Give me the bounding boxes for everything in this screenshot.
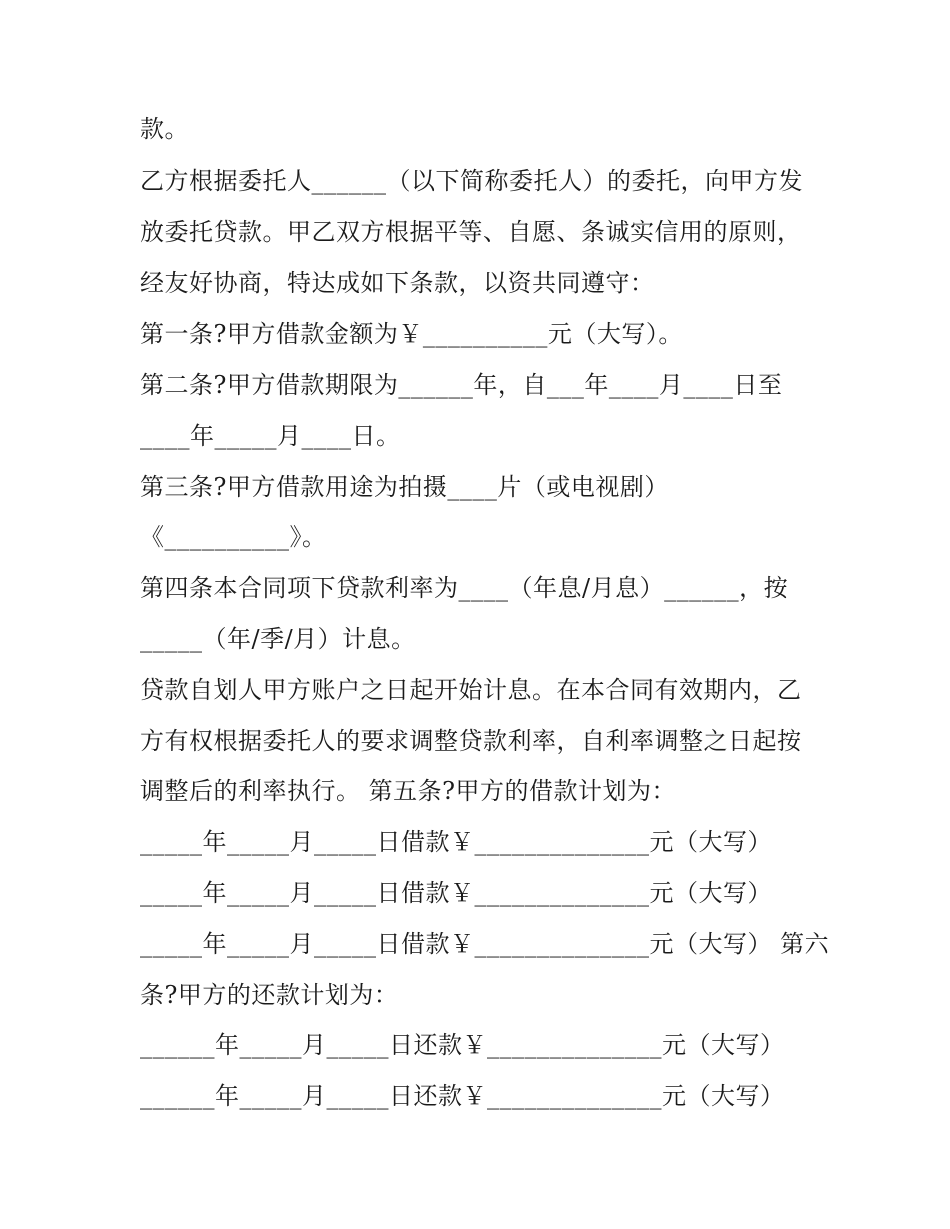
article-6-line: 条?甲方的还款计划为： — [140, 981, 399, 1009]
article-1-line: 第一条?甲方借款金额为￥__________元（大写）。 — [140, 320, 683, 348]
text-line: 方有权根据委托人的要求调整贷款利率，自利率调整之日起按 — [140, 727, 802, 755]
text-line: 经友好协商，特达成如下条款，以资共同遵守： — [140, 269, 655, 297]
repay-plan-line: ______年_____月_____日还款￥______________元（大写） — [140, 1031, 785, 1059]
text-line: 乙方根据委托人______（以下简称委托人）的委托，向甲方发 — [140, 167, 803, 195]
article-5-line: 调整后的利率执行。 第五条?甲方的借款计划为： — [140, 777, 676, 805]
text-line: 贷款自划人甲方账户之日起开始计息。在本合同有效期内，乙 — [140, 676, 802, 704]
borrow-plan-line: _____年_____月_____日借款￥______________元（大写） — [140, 828, 772, 856]
text-line: _____（年/季/月）计息。 — [140, 625, 416, 653]
text-line: 放委托贷款。甲乙双方根据平等、自愿、条诚实信用的原则， — [140, 218, 802, 246]
text-line: 款。 — [140, 115, 189, 143]
repay-plan-line: ______年_____月_____日还款￥______________元（大写） — [140, 1082, 785, 1110]
borrow-plan-line: _____年_____月_____日借款￥______________元（大写） 第六 — [140, 930, 830, 958]
article-4-line: 第四条本合同项下贷款利率为____（年息/月息）______，按 — [140, 574, 789, 602]
text-line: 《__________》。 — [140, 523, 327, 551]
article-2-line: 第二条?甲方借款期限为______年，自___年____月____日至 — [140, 371, 783, 399]
borrow-plan-line: _____年_____月_____日借款￥______________元（大写） — [140, 879, 772, 907]
text-line: ____年_____月____日。 — [140, 422, 401, 450]
article-3-line: 第三条?甲方借款用途为拍摄____片（或电视剧） — [140, 473, 669, 501]
